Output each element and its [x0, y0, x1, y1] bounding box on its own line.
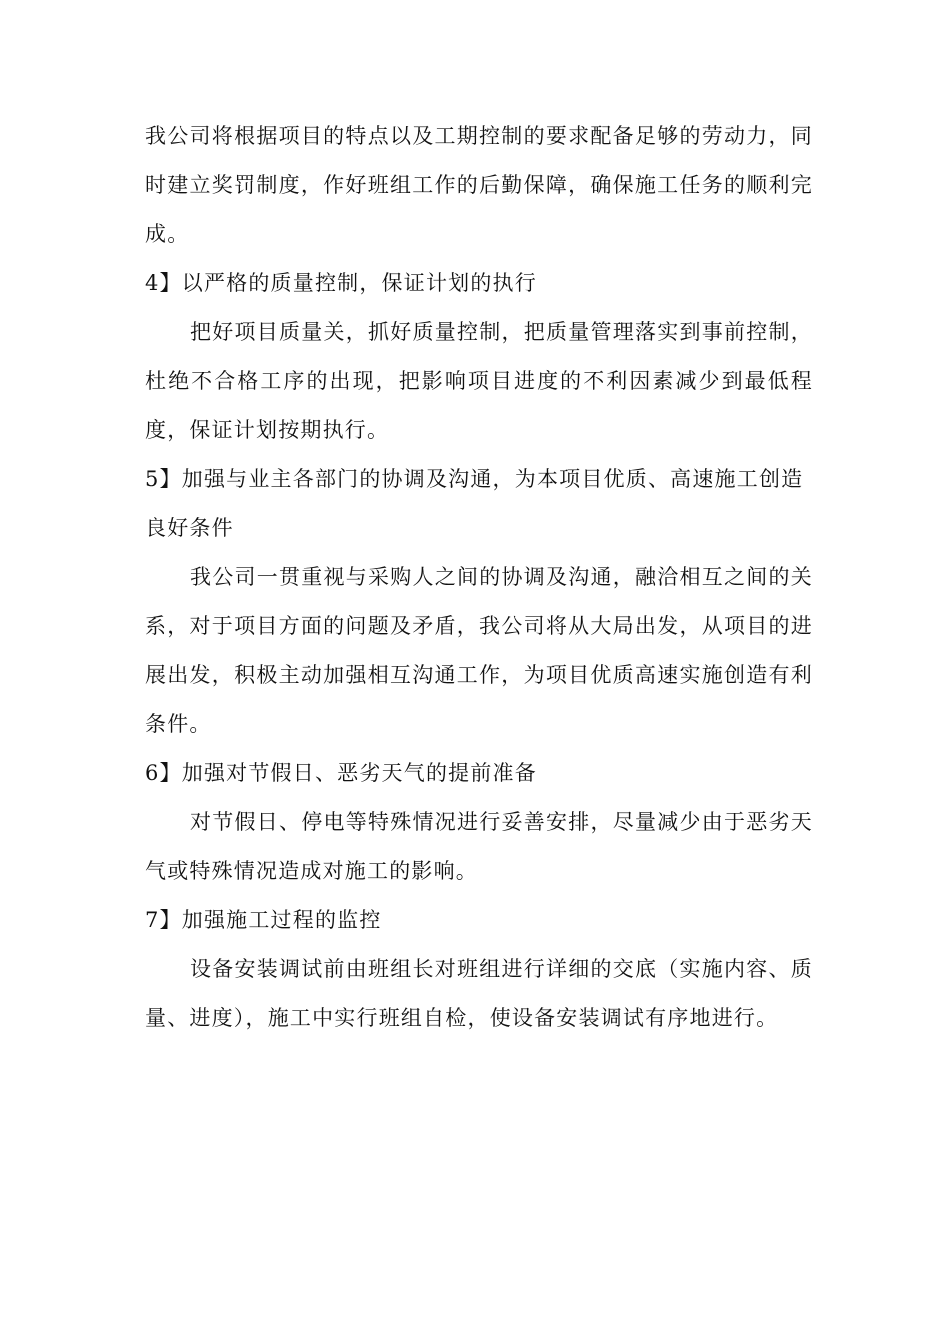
paragraph-holiday-weather-prep: 对节假日、停电等特殊情况进行妥善安排，尽量减少由于恶劣天气或特殊情况造成对施工的影响。 [145, 810, 813, 883]
paragraph-construction-monitoring: 设备安装调试前由班组长对班组进行详细的交底（实施内容、质量、进度），施工中实行班组自检，使设备安装调试有序地进行。 [145, 957, 813, 1030]
heading-owner-coordination: 5】加强与业主各部门的协调及沟通，为本项目优质、高速施工创造良好条件 [145, 467, 804, 540]
document-body [145, 112, 813, 1043]
heading-holiday-weather-prep: 6】加强对节假日、恶劣天气的提前准备 [145, 761, 537, 785]
paragraph-quality-control: 把好项目质量关，抓好质量控制，把质量管理落实到事前控制，杜绝不合格工序的出现，把影响项目进度的不利因素减少到最低程度，保证计划按期执行。 [145, 320, 813, 442]
heading-construction-monitoring: 7】加强施工过程的监控 [145, 908, 382, 932]
heading-quality-control: 4】以严格的质量控制，保证计划的执行 [145, 271, 537, 295]
paragraph-labor-allocation: 我公司将根据项目的特点以及工期控制的要求配备足够的劳动力，同时建立奖罚制度，作好班组工作的后勤保障，确保施工任务的顺利完成。 [145, 124, 813, 246]
paragraph-owner-coordination: 我公司一贯重视与采购人之间的协调及沟通，融洽相互之间的关系，对于项目方面的问题及矛盾，我公司将从大局出发，从项目的进展出发，积极主动加强相互沟通工作，为项目优质高速实施创造有利条件。 [145, 565, 813, 736]
